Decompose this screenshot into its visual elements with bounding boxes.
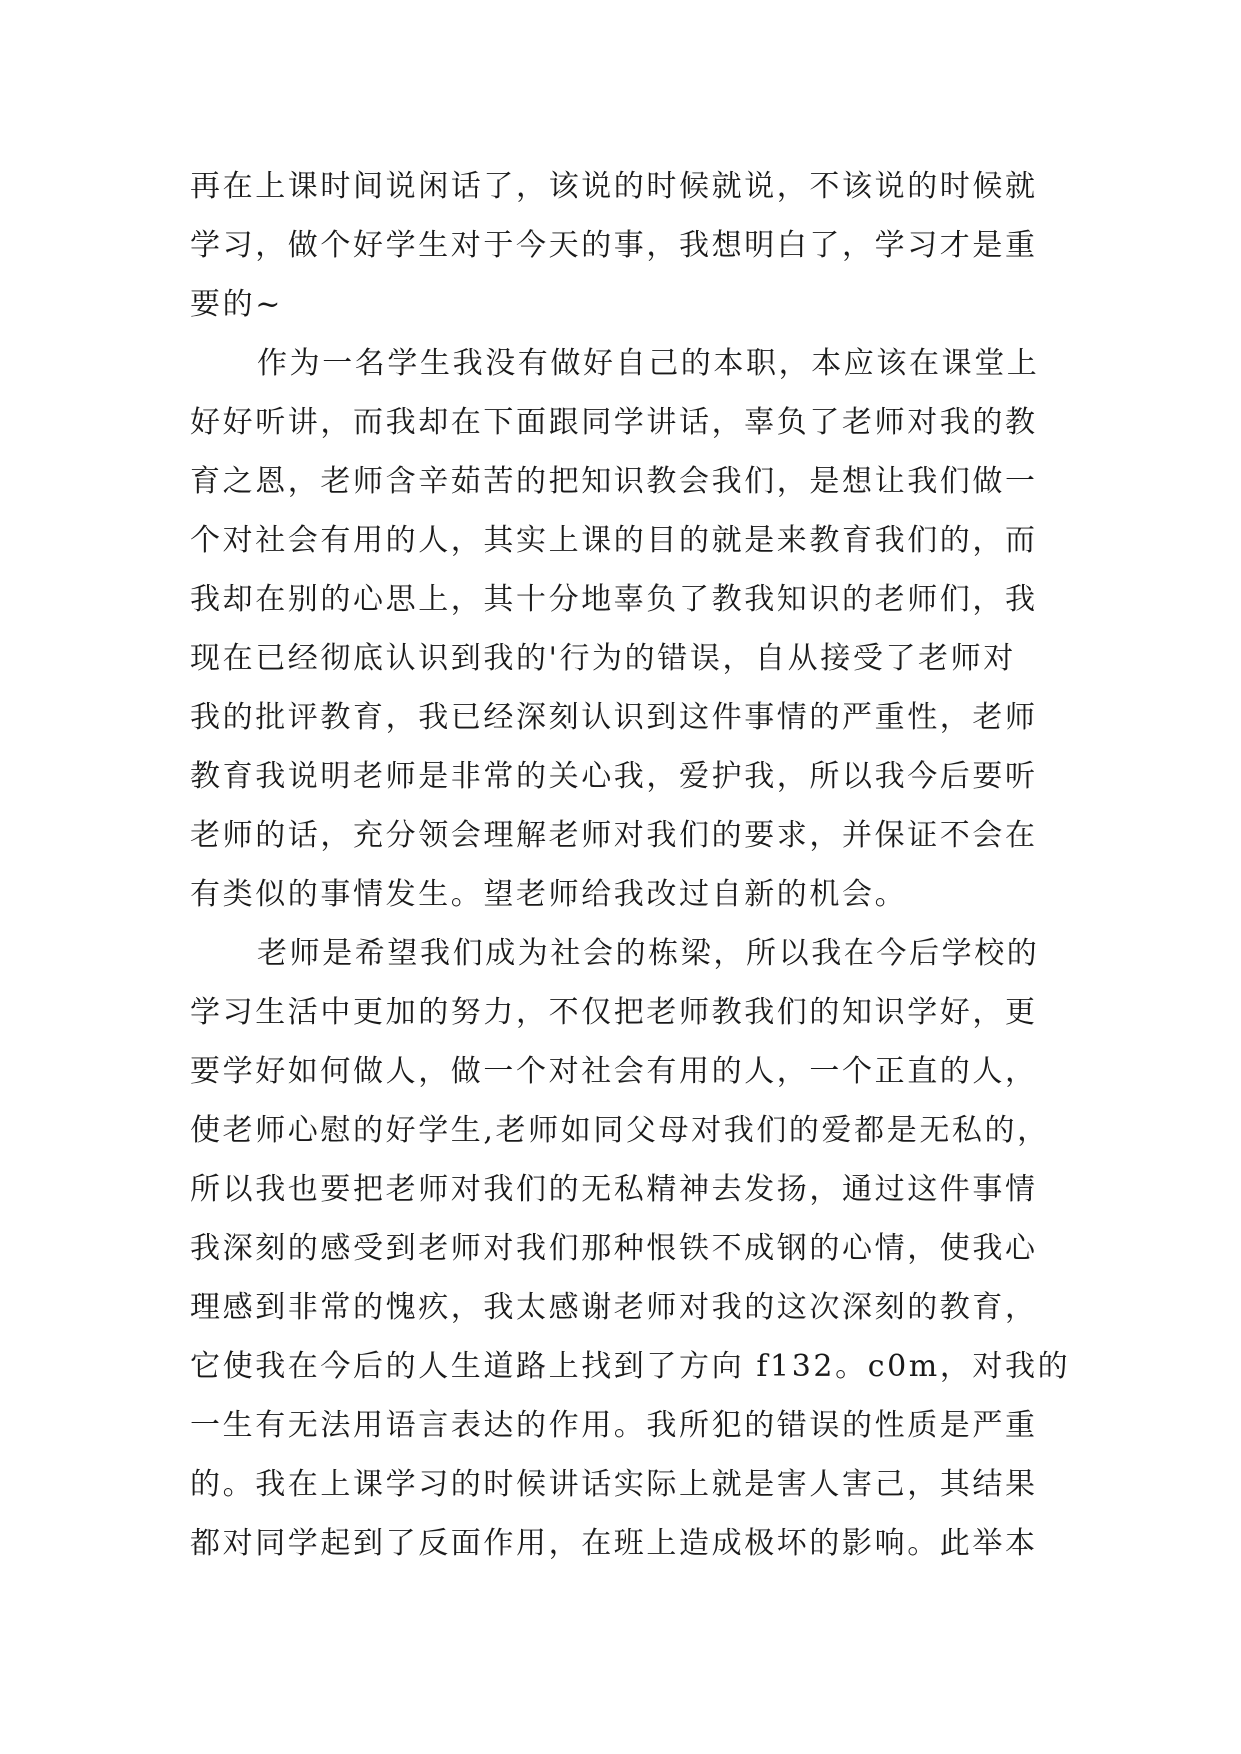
text-line: 我深刻的感受到老师对我们那种恨铁不成钢的心情，使我心 [190,1231,1038,1266]
text-line: 现在已经彻底认识到我的'行为的错误，自从接受了老师对 [190,641,1016,676]
text-line: 育之恩，老师含辛茹苦的把知识教会我们，是想让我们做一 [190,464,1038,499]
text-line: 再在上课时间说闲话了，该说的时候就说，不该说的时候就 [190,169,1038,204]
text-line: 学习生活中更加的努力，不仅把老师教我们的知识学好，更 [190,995,1038,1030]
text-line: 好好听讲，而我却在下面跟同学讲话，辜负了老师对我的教 [190,405,1038,440]
text-line: 一生有无法用语言表达的作用。我所犯的错误的性质是严重 [190,1408,1038,1443]
text-line: 有类似的事情发生。望老师给我改过自新的机会。 [190,877,908,912]
document-body [190,157,1071,1573]
text-line: 我的批评教育，我已经深刻认识到这件事情的严重性，老师 [190,700,1038,735]
text-line: 老师的话，充分领会理解老师对我们的要求，并保证不会在 [190,818,1038,853]
text-line: 的。我在上课学习的时候讲话实际上就是害人害己，其结果 [190,1467,1038,1502]
text-line: 老师是希望我们成为社会的栋梁，所以我在今后学校的 [257,936,1040,971]
paragraph [190,157,1050,334]
text-line: 学习，做个好学生对于今天的事，我想明白了，学习才是重 [190,228,1038,263]
text-line: 使老师心慰的好学生,老师如同父母对我们的爱都是无私的， [190,1113,1050,1148]
text-line: 要学好如何做人，做一个对社会有用的人，一个正直的人， [190,1054,1038,1089]
text-line: 都对同学起到了反面作用，在班上造成极坏的影响。此举本 [190,1526,1038,1561]
text-line: 作为一名学生我没有做好自己的本职，本应该在课堂上 [257,346,1040,381]
paragraph [190,334,1050,924]
paragraph [190,924,1071,1573]
text-line: 个对社会有用的人，其实上课的目的就是来教育我们的，而 [190,523,1038,558]
text-line: 我却在别的心思上，其十分地辜负了教我知识的老师们，我 [190,582,1038,617]
text-line: 教育我说明老师是非常的关心我，爱护我，所以我今后要听 [190,759,1038,794]
text-line: 理感到非常的愧疚，我太感谢老师对我的这次深刻的教育， [190,1290,1038,1325]
text-line: 它使我在今后的人生道路上找到了方向 f132。c0m，对我的 [190,1349,1071,1384]
text-line: 要的~ [190,287,283,322]
text-line: 所以我也要把老师对我们的无私精神去发扬，通过这件事情 [190,1172,1038,1207]
